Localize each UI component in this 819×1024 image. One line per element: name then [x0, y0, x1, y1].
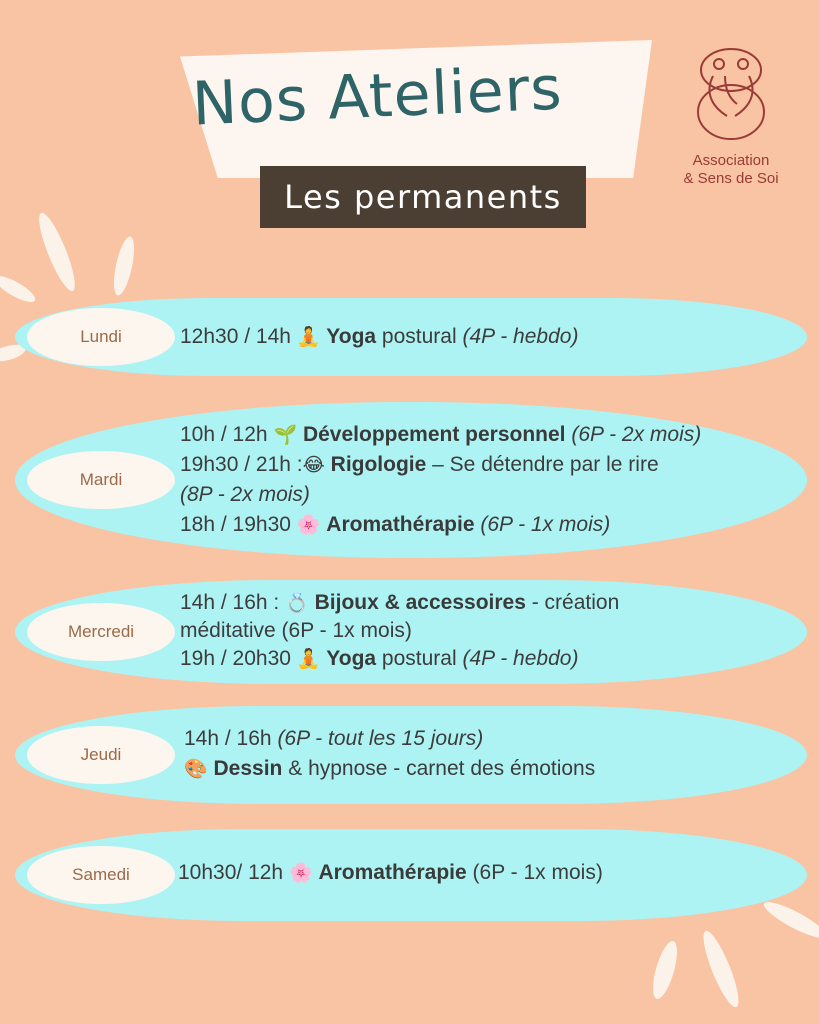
- workshop-line: 10h / 12h 🌱 Développement personnel (6P - 2x mois): [180, 423, 702, 446]
- day-row-lundi: [15, 298, 807, 376]
- laughing-icon: 😂: [302, 454, 325, 476]
- palette-icon: 🎨: [184, 758, 208, 780]
- ring-icon: 💍: [285, 592, 309, 614]
- decor-ray: [110, 235, 138, 297]
- workshop-list: [180, 322, 785, 352]
- page-subtitle: Les permanents: [260, 166, 586, 228]
- workshop-line: 10h30/ 12h 🌸 Aromathérapie (6P - 1x mois): [178, 861, 603, 884]
- day-row-mardi: [15, 402, 807, 558]
- workshop-list: [180, 589, 785, 673]
- decor-ray: [760, 897, 819, 944]
- day-label: Mercredi: [27, 603, 175, 661]
- decor-ray: [648, 939, 682, 1002]
- association-logo: [676, 46, 786, 188]
- seedling-icon: 🌱: [273, 424, 298, 446]
- workshop-list: [180, 420, 785, 540]
- day-row-samedi: [15, 829, 807, 921]
- page-title: Nos Ateliers: [190, 53, 564, 140]
- decor-ray: [697, 928, 744, 1011]
- workshop-line: 18h / 19h30 🌸 Aromathérapie (6P - 1x mois): [180, 513, 611, 536]
- workshop-line: (8P - 2x mois): [180, 483, 310, 506]
- logo-line-2: & Sens de Soi: [683, 170, 779, 187]
- day-label: Samedi: [27, 846, 175, 904]
- logo-line-1: Association: [692, 152, 770, 169]
- meditation-icon: 🧘: [296, 648, 321, 670]
- logo-mark-icon: [689, 46, 773, 142]
- workshop-line: 12h30 / 14h 🧘 Yoga postural (4P - hebdo): [180, 325, 579, 348]
- workshop-list: [178, 858, 785, 888]
- day-row-mercredi: [15, 580, 807, 684]
- day-label: Lundi: [27, 308, 175, 366]
- day-label: Mardi: [27, 451, 175, 509]
- workshop-line: méditative (6P - 1x mois): [180, 619, 412, 642]
- day-label: Jeudi: [27, 726, 175, 784]
- flower-icon: 🌸: [296, 514, 321, 536]
- decor-ray: [0, 271, 38, 306]
- day-row-jeudi: [15, 706, 807, 804]
- meditation-icon: 🧘: [296, 326, 321, 348]
- workshop-line: 14h / 16h (6P - tout les 15 jours): [184, 727, 484, 750]
- flower-icon: 🌸: [288, 862, 313, 884]
- decor-ray: [33, 210, 81, 295]
- workshop-line: 14h / 16h : 💍 Bijoux & accessoires - création: [180, 591, 620, 614]
- workshop-line: 🎨 Dessin & hypnose - carnet des émotions: [184, 757, 596, 780]
- workshop-line: 19h / 20h30 🧘 Yoga postural (4P - hebdo): [180, 647, 579, 670]
- workshop-line: 19h30 / 21h :😂 Rigologie – Se détendre par le rire: [180, 453, 659, 476]
- workshop-list: [184, 724, 785, 784]
